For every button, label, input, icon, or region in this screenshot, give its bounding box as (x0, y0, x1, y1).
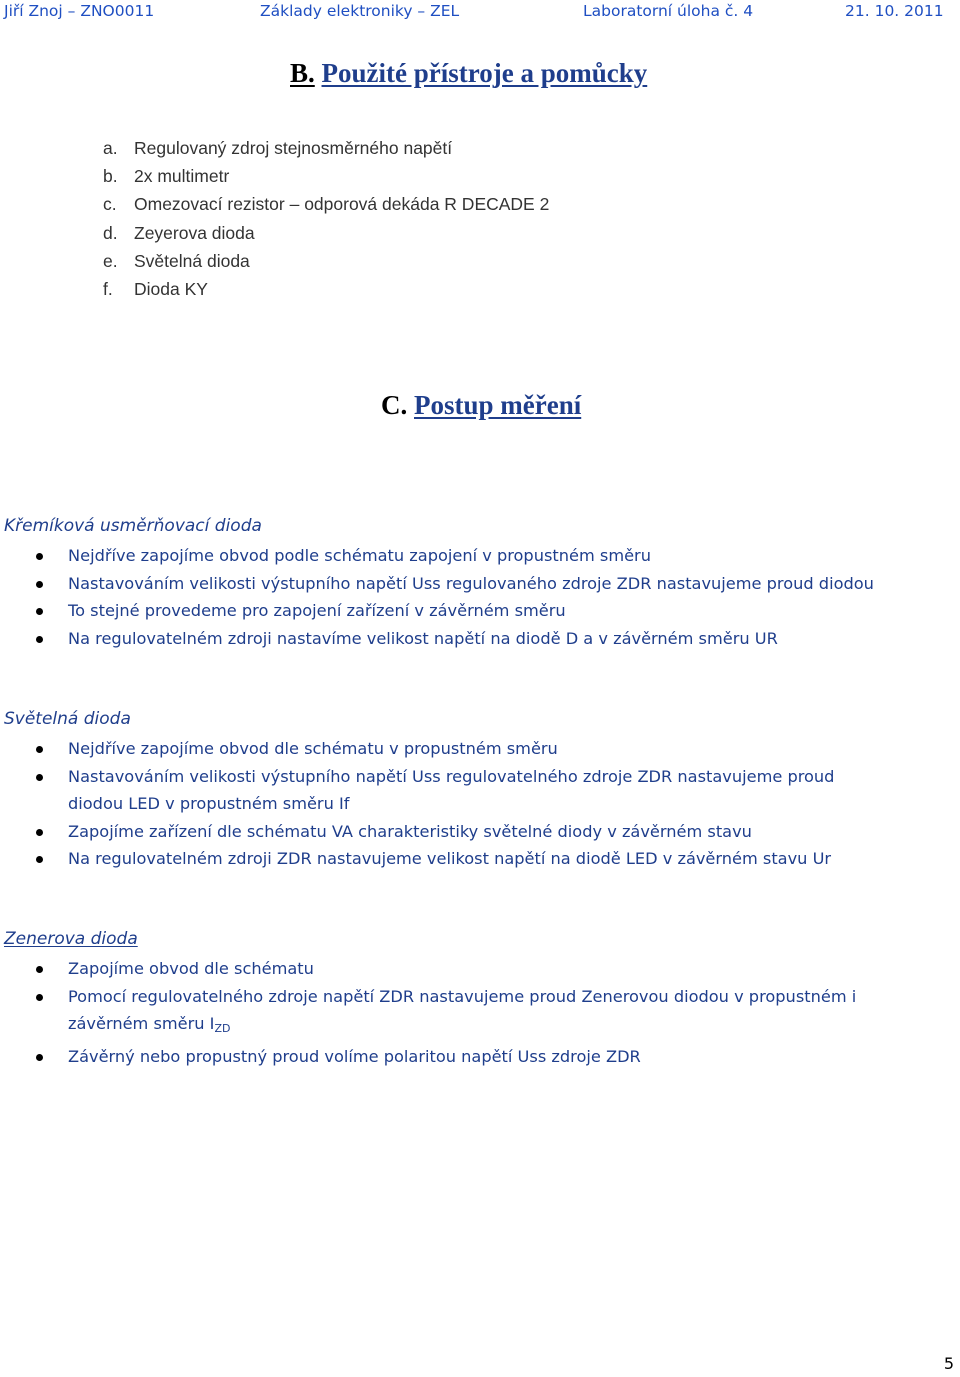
svetelna-title: Světelná dioda (4, 709, 131, 729)
list-item (0, 542, 960, 570)
list-item (0, 597, 960, 625)
bullet-icon (36, 746, 43, 753)
bullet-icon (36, 553, 43, 560)
list-text: Pomocí regulovatelného zdroje napětí ZDR nastavujeme proud Zenerovou diodou v propustném i (68, 986, 857, 1006)
list-text: Nastavováním velikosti výstupního napětí Uss regulovatelného zdroje ZDR nastavujeme proud (68, 766, 835, 786)
list-item (0, 983, 960, 1043)
equipment-list (103, 134, 549, 303)
list-text: Zapojíme zařízení dle schématu VA charakteristiky světelné diody v závěrném stavu (68, 821, 752, 841)
list-text: 2x multimetr (134, 166, 230, 187)
bullet-icon (36, 856, 43, 863)
list-item (103, 134, 549, 162)
header-subject: Základy elektroniky – ZEL (260, 2, 460, 20)
list-item (0, 570, 960, 598)
list-item (103, 275, 549, 303)
list-text: Regulovaný zdroj stejnosměrného napětí (134, 138, 453, 158)
bullet-icon (36, 966, 43, 973)
list-item (0, 845, 960, 873)
list-text: Nejdříve zapojíme obvod podle schématu zapojení v propustném směru (68, 546, 651, 565)
section-c-title: Postup měření (414, 390, 582, 420)
list-item (103, 247, 549, 275)
list-text: Na regulovatelném zdroji ZDR nastavujeme velikost napětí na diodě LED v závěrném stavu Ur (68, 849, 832, 868)
list-text: Omezovací rezistor – odporová dekáda R DECADE 2 (134, 194, 550, 215)
list-item (0, 818, 960, 846)
list-item (0, 625, 960, 653)
list-text: Zeyerova dioda (134, 222, 255, 243)
page-number: 5 (943, 1354, 954, 1373)
bullet-icon (36, 774, 43, 781)
header-author: Jiří Znoj – ZNO0011 (4, 2, 155, 20)
bullet-icon (36, 994, 43, 1001)
list-item (0, 1043, 960, 1071)
header-date: 21. 10. 2011 (845, 2, 944, 20)
list-text: Dioda KY (134, 278, 208, 299)
list-item (0, 735, 960, 763)
bullet-icon (36, 581, 43, 588)
header-task: Laboratorní úloha č. 4 (583, 2, 754, 20)
list-item (103, 219, 549, 247)
list-item (0, 763, 960, 818)
list-marker: e. (103, 250, 118, 271)
section-b-prefix: B. (290, 58, 315, 88)
bullet-icon (36, 1054, 43, 1061)
list-marker: a. (103, 138, 118, 158)
list-marker: c. (103, 194, 117, 215)
kremikova-title: Křemíková usměrňovací dioda (4, 516, 262, 536)
list-text: To stejné provedeme pro zapojení zařízení v závěrném směru (68, 601, 566, 620)
list-text-continued: diodou LED v propustném směru If (68, 794, 350, 813)
list-item (103, 162, 549, 190)
subscript-zd: ZD (214, 1022, 231, 1035)
list-text: Závěrný nebo propustný proud volíme polaritou napětí Uss zdroje ZDR (68, 1046, 641, 1066)
list-item (103, 190, 549, 218)
zenerova-list (0, 955, 960, 1070)
list-text: Nejdříve zapojíme obvod dle schématu v propustném směru (68, 739, 558, 758)
list-text-continued: závěrném směru I (68, 1014, 215, 1033)
section-c-heading (381, 390, 581, 421)
kremikova-list (0, 542, 960, 652)
section-b-title: Použité přístroje a pomůcky (321, 58, 648, 88)
zenerova-title: Zenerova dioda (4, 929, 138, 949)
list-text: Zapojíme obvod dle schématu (68, 959, 314, 978)
list-marker: f. (103, 278, 113, 299)
section-c-prefix: C. (381, 390, 408, 420)
list-text: Světelná dioda (134, 250, 250, 271)
list-marker: d. (103, 222, 118, 243)
list-text: Na regulovatelném zdroji nastavíme velikost napětí na diodě D a v závěrném směru UR (68, 628, 778, 648)
svetelna-list (0, 735, 960, 873)
list-marker: b. (103, 166, 118, 187)
bullet-icon (36, 636, 43, 643)
bullet-icon (36, 608, 43, 615)
list-item (0, 955, 960, 983)
section-b-heading (290, 58, 647, 89)
page-header (0, 0, 960, 26)
bullet-icon (36, 829, 43, 836)
list-text: Nastavováním velikosti výstupního napětí Uss regulovaného zdroje ZDR nastavujeme proud diodou (68, 573, 874, 593)
